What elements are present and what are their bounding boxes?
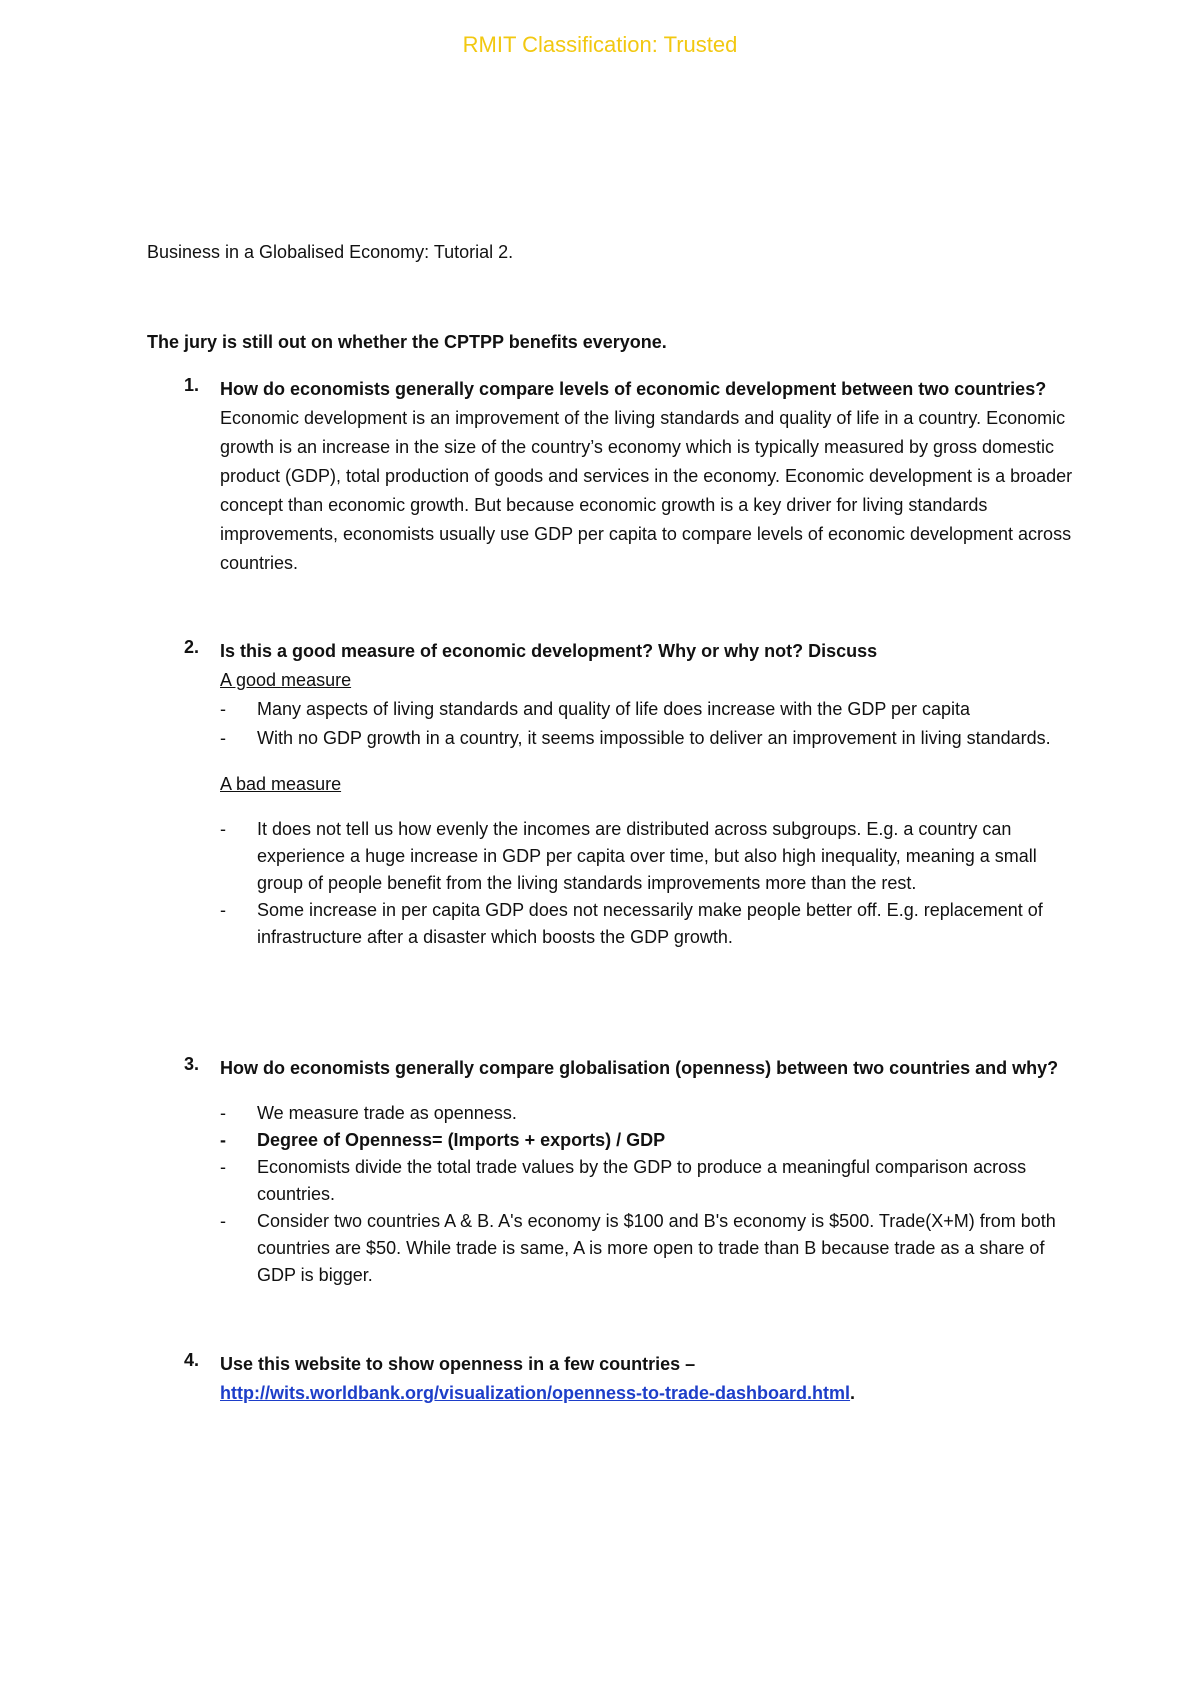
- question-text: How do economists generally compare levels of economic development between two countries?: [220, 379, 1047, 399]
- question-4: [147, 1350, 1077, 1408]
- list-item: - It does not tell us how evenly the incomes are distributed across subgroups. E.g. a country can experience a huge increase in GDP per capita over time, but also high inequality, meaning a small group of people benefit from the living standards improvements more than the rest.: [220, 816, 1077, 897]
- question-text: Use this website to show openness in a few countries –: [220, 1354, 696, 1374]
- list-item: - Many aspects of living standards and quality of life does increase with the GDP per capita: [220, 695, 1077, 724]
- question-1: [147, 375, 1077, 578]
- bad-measure-heading: A bad measure: [220, 774, 342, 794]
- good-measure-heading: A good measure: [220, 670, 352, 690]
- bad-measure-list: [220, 816, 1077, 951]
- list-item: - Economists divide the total trade values by the GDP to produce a meaningful comparison across countries.: [220, 1154, 1077, 1208]
- classification-label: RMIT Classification: Trusted: [462, 32, 738, 57]
- list-item: - With no GDP growth in a country, it seems impossible to deliver an improvement in living standards.: [220, 724, 1077, 753]
- good-measure-list: [220, 695, 1077, 753]
- link-suffix: .: [850, 1383, 856, 1403]
- intro-statement: The jury is still out on whether the CPTPP benefits everyone.: [147, 332, 667, 352]
- question-number: 3.: [184, 1054, 200, 1074]
- openness-list: [220, 1100, 1077, 1289]
- question-text: How do economists generally compare globalisation (openness) between two countries and why?: [220, 1058, 1059, 1078]
- question-2: [147, 637, 1077, 951]
- question-number: 4.: [184, 1350, 200, 1370]
- answer-text: Economic development is an improvement of the living standards and quality of life in a country. Economic growth is an increase in the size of the country’s economy which is typically measured by gross domestic product (GDP), total production of goods and services in the economy. Economic development is a broader concept than economic growth. But because economic growth is a key driver for living standards improvements, economists usually use GDP per capita to compare levels of economic development across countries.: [220, 408, 1073, 573]
- list-item: - Degree of Openness= (Imports + exports) / GDP: [220, 1127, 1077, 1154]
- openness-dashboard-link[interactable]: http://wits.worldbank.org/visualization/openness-to-trade-dashboard.html: [220, 1383, 851, 1403]
- question-number: 2.: [184, 637, 200, 657]
- list-item: - Consider two countries A & B. A's economy is $100 and B's economy is $500. Trade(X+M) from both countries are $50. While trade is same, A is more open to trade than B because trade as a share of GDP is bigger.: [220, 1208, 1077, 1289]
- document-title: Business in a Globalised Economy: Tutorial 2.: [147, 242, 514, 262]
- question-3: [147, 1054, 1077, 1289]
- question-number: 1.: [184, 375, 200, 395]
- question-text: Is this a good measure of economic development? Why or why not? Discuss: [220, 641, 878, 661]
- list-item: - We measure trade as openness.: [220, 1100, 1077, 1127]
- list-item: - Some increase in per capita GDP does not necessarily make people better off. E.g. replacement of infrastructure after a disaster which boosts the GDP growth.: [220, 897, 1077, 951]
